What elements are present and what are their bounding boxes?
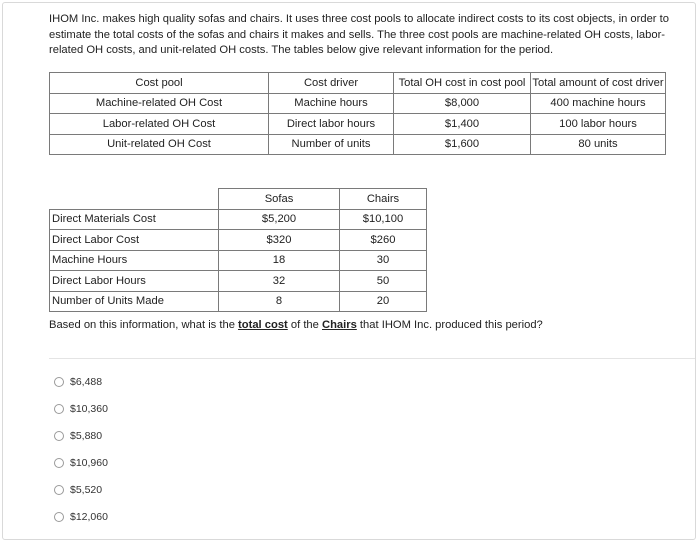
radio-button-icon[interactable]: [54, 377, 64, 387]
question-post: that IHOM Inc. produced this period?: [356, 319, 543, 331]
answer-option-label: $12,060: [70, 510, 108, 523]
divider: [49, 358, 695, 359]
table-cell: 32: [219, 271, 340, 292]
question-mid: of the: [287, 319, 322, 331]
table-cell: 400 machine hours: [531, 93, 666, 114]
table-cell: Direct Labor Hours: [50, 271, 219, 292]
table-cell: 50: [340, 271, 427, 292]
intro-text: IHOM Inc. makes high quality sofas and chairs. It uses three cost pools to allocate indirect costs to its cost objects, in order to estimate the total costs of the sofas and chairs it makes and sells. The three cost pools are machine-related OH costs, labor-related OH costs, and unit-related OH costs. The tables below give relevant information for the period.: [49, 13, 669, 56]
answer-option[interactable]: [54, 476, 108, 503]
table-cell: $5,200: [219, 209, 340, 230]
product-table: [49, 188, 427, 312]
table-cell: 20: [340, 291, 427, 312]
answer-option-label: $6,488: [70, 375, 103, 388]
table-cell: 8: [219, 291, 340, 312]
table-cell: Unit-related OH Cost: [50, 134, 269, 155]
header-cell: Cost pool: [50, 73, 269, 94]
answer-option[interactable]: [54, 503, 108, 530]
answer-option-label: $5,520: [70, 483, 103, 496]
radio-button-icon[interactable]: [54, 485, 64, 495]
table-row: [50, 209, 427, 230]
answer-option[interactable]: [54, 422, 108, 449]
table-cell: $1,400: [394, 114, 531, 135]
table-row: [50, 114, 666, 135]
answer-option[interactable]: [54, 368, 108, 395]
table-header-row: [50, 189, 427, 210]
table-cell: Direct Labor Cost: [50, 230, 219, 251]
table-header-row: [50, 73, 666, 94]
table-cell: Machine hours: [269, 93, 394, 114]
table-cell: Machine Hours: [50, 250, 219, 271]
answer-options: [54, 368, 108, 530]
table-row: [50, 271, 427, 292]
header-cell: Chairs: [340, 189, 427, 210]
answer-option[interactable]: [54, 449, 108, 476]
table-cell: Number of Units Made: [50, 291, 219, 312]
question-emphasis-chairs: Chairs: [322, 319, 357, 331]
question-pre: Based on this information, what is the: [49, 319, 239, 331]
table-cell: $260: [340, 230, 427, 251]
table-cell: 18: [219, 250, 340, 271]
table-cell: Machine-related OH Cost: [50, 93, 269, 114]
table-cell: Number of units: [269, 134, 394, 155]
radio-button-icon[interactable]: [54, 458, 64, 468]
header-cell: Cost driver: [269, 73, 394, 94]
table-cell: $10,100: [340, 209, 427, 230]
table-cell: $1,600: [394, 134, 531, 155]
answer-option[interactable]: [54, 395, 108, 422]
answer-option-label: $10,960: [70, 456, 108, 469]
radio-button-icon[interactable]: [54, 404, 64, 414]
header-cell: Total amount of cost driver: [531, 73, 666, 94]
table-cell: 100 labor hours: [531, 114, 666, 135]
table-row: [50, 291, 427, 312]
header-cell: Total OH cost in cost pool: [394, 73, 531, 94]
header-cell: Sofas: [219, 189, 340, 210]
radio-button-icon[interactable]: [54, 431, 64, 441]
table-cell: 30: [340, 250, 427, 271]
table-cell: $8,000: [394, 93, 531, 114]
table-row: [50, 93, 666, 114]
table-row: [50, 250, 427, 271]
table-row: [50, 134, 666, 155]
table-cell: Labor-related OH Cost: [50, 114, 269, 135]
question-emphasis-total-cost: total cost: [238, 319, 288, 331]
table-row: [50, 230, 427, 251]
cost-pool-table: [49, 72, 666, 155]
answer-option-label: $5,880: [70, 429, 103, 442]
table-cell: 80 units: [531, 134, 666, 155]
header-cell: [50, 189, 219, 210]
table-cell: Direct Materials Cost: [50, 209, 219, 230]
table-cell: $320: [219, 230, 340, 251]
question-text: [49, 319, 543, 331]
answer-option-label: $10,360: [70, 402, 108, 415]
table-cell: Direct labor hours: [269, 114, 394, 135]
radio-button-icon[interactable]: [54, 512, 64, 522]
